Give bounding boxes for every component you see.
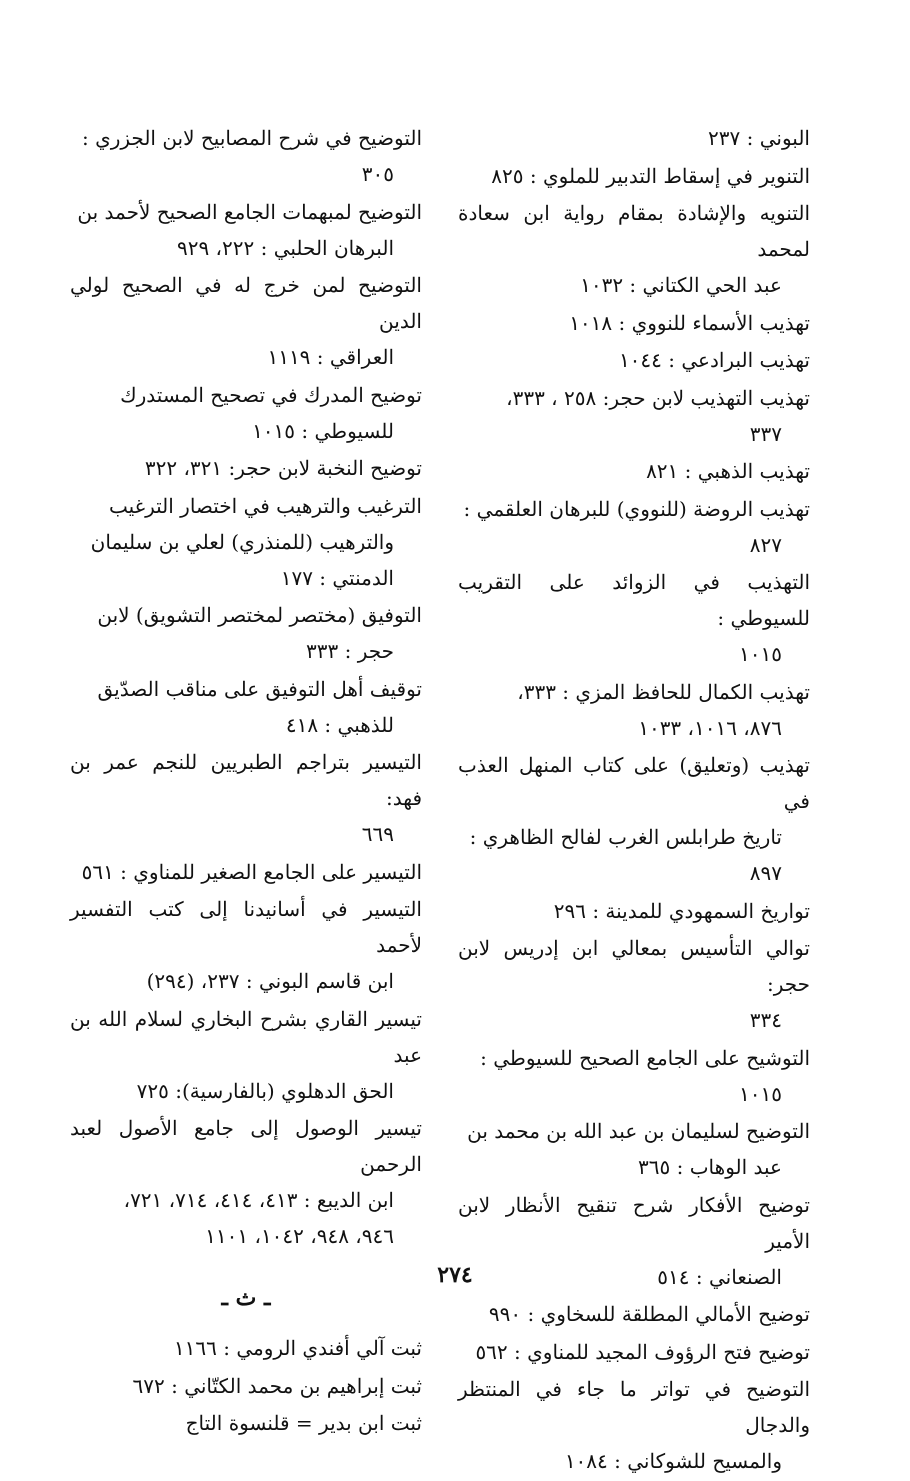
entry-first-line: تهذيب (وتعليق) على كتاب المنهل العذب في <box>458 753 810 813</box>
entry-first-line: توضيح فتح الرؤوف المجيد للمناوي : ٥٦٢ <box>475 1339 810 1364</box>
index-entry <box>70 450 422 486</box>
entry-continuation-line: عبد الحي الكتاني : ١٠٣٢ <box>580 273 782 297</box>
entry-continuation-line: الصنعاني : ٥١٤ <box>657 1264 782 1289</box>
index-entry <box>458 120 810 156</box>
entry-continuation-line: والترهيب (للمنذري) لعلي بن سليمان <box>90 529 394 554</box>
entry-continuation-line: العراقي : ١١١٩ <box>267 345 394 369</box>
index-entry <box>458 380 810 452</box>
entry-continuation-line: ٩٤٦، ٩٤٨، ١٠٤٢، ١١٠١ <box>205 1224 394 1248</box>
entry-first-line: تهذيب التهذيب لابن حجر: ٢٥٨ ، ٣٣٣، <box>506 385 810 410</box>
left-column-entries <box>70 120 422 1254</box>
entry-continuation-line: ابن الديبع : ٤١٣، ٤١٤، ٧١٤، ٧٢١، <box>123 1188 394 1212</box>
entry-first-line: التيسير بتراجم الطبريين للنجم عمر بن فهد: <box>70 750 422 810</box>
index-entry <box>458 747 810 891</box>
entry-first-line: تهذيب الذهبي : ٨٢١ <box>646 459 810 483</box>
entry-first-line: تواريخ السمهودي للمدينة : ٢٩٦ <box>553 898 810 923</box>
page-number: ٢٧٤ <box>437 1262 473 1288</box>
index-entry <box>70 1110 422 1254</box>
index-entry <box>458 1113 810 1185</box>
entry-first-line: توالي التأسيس بمعالي ابن إدريس لابن حجر: <box>458 936 810 996</box>
entry-first-line: التهذيب في الزوائد على التقريب للسيوطي : <box>458 570 810 630</box>
entry-continuation-line: عبد الوهاب : ٣٦٥ <box>638 1155 782 1179</box>
entry-first-line: تهذيب الأسماء للنووي : ١٠١٨ <box>569 310 810 335</box>
index-entry <box>458 1296 810 1332</box>
entry-first-line: التوضيح لسليمان بن عبد الله بن محمد بن <box>467 1119 810 1143</box>
entry-first-line: التوضيح لمبهمات الجامع الصحيح لأحمد بن <box>77 199 422 224</box>
index-entry <box>458 158 810 194</box>
index-entry <box>458 1371 810 1479</box>
section-heading-tha: ـ ث ـ <box>221 1285 271 1311</box>
index-entry <box>70 488 422 596</box>
entry-continuation-line: الدمنتي : ١٧٧ <box>280 565 394 590</box>
index-entry <box>70 1330 422 1366</box>
entry-first-line: التيسير على الجامع الصغير للمناوي : ٥٦١ <box>81 859 422 884</box>
index-entry <box>70 377 422 449</box>
index-entry <box>458 674 810 746</box>
entry-first-line: تيسير القاري بشرح البخاري لسلام الله بن عبد <box>70 1006 422 1067</box>
entry-first-line: تهذيب الروضة (للنووي) للبرهان العلقمي : <box>463 496 810 521</box>
index-entry <box>458 893 810 929</box>
entry-continuation-line: ابن قاسم البوني : ٢٣٧، (٢٩٤) <box>146 969 394 993</box>
entry-continuation-line: للسيوطي : ١٠١٥ <box>252 418 394 443</box>
entry-continuation-line: ٦٦٩ <box>361 822 394 846</box>
entry-continuation-line: البرهان الحلبي : ٢٢٢، ٩٢٩ <box>176 235 394 260</box>
entry-first-line: التنوير في إسقاط التدبير للملوي : ٨٢٥ <box>491 163 810 188</box>
index-entry <box>458 930 810 1038</box>
entry-first-line: التوضيح في شرح المصابيح لابن الجزري : <box>81 126 422 150</box>
index-entry <box>458 491 810 563</box>
index-entry <box>70 267 422 375</box>
index-entry <box>458 1040 810 1112</box>
entry-first-line: توقيف أهل التوفيق على مناقب الصدّيق <box>97 676 422 701</box>
index-entry <box>458 342 810 378</box>
index-entry <box>458 305 810 341</box>
index-entry <box>458 195 810 303</box>
entry-first-line: التيسير في أسانيدنا إلى كتب التفسير لأحمد <box>70 897 422 957</box>
entry-continuation-line: تاريخ طرابلس الغرب لفالح الظاهري : <box>469 825 782 849</box>
index-entry <box>70 744 422 852</box>
entry-first-line: التوشيح على الجامع الصحيح للسيوطي : <box>480 1045 810 1070</box>
entry-first-line: توضيح الأمالي المطلقة للسخاوي : ٩٩٠ <box>488 1302 810 1326</box>
entry-first-line: ثبت آلي أفندي الرومي : ١١٦٦ <box>173 1336 422 1360</box>
index-entry <box>70 1368 422 1404</box>
entry-first-line: التنويه والإشادة بمقام رواية ابن سعادة لمحمد <box>458 201 810 261</box>
entry-first-line: التوضيح لمن خرج له في الصحيح لولي الدين <box>70 273 422 333</box>
index-entry <box>70 194 422 266</box>
entry-continuation-line: ٨٩٧ <box>749 861 782 885</box>
entry-first-line: توضيح المدرك في تصحيح المستدرك <box>120 382 422 407</box>
entry-first-line: التوضيح في تواتر ما جاء في المنتظر والدجال <box>458 1377 810 1437</box>
entry-continuation-line: ٣٠٥ <box>361 162 394 186</box>
index-entry <box>70 671 422 743</box>
index-entry <box>70 597 422 669</box>
entry-first-line: البوني : ٢٣٧ <box>708 126 810 150</box>
entry-continuation-line: ٣٣٧ <box>749 421 782 446</box>
entry-first-line: ثبت ابن بدير = قلنسوة التاج <box>185 1411 422 1435</box>
index-entry <box>70 1001 422 1109</box>
index-entry <box>70 120 422 192</box>
left-column-entries-tha <box>70 1330 422 1441</box>
entry-continuation-line: ٨٢٧ <box>749 532 782 557</box>
entry-first-line: تهذيب البرادعي : ١٠٤٤ <box>618 348 810 372</box>
entry-continuation-line: ٨٧٦، ١٠١٦، ١٠٣٣ <box>638 715 782 740</box>
index-entry <box>70 854 422 890</box>
entry-continuation-line: ١٠١٥ <box>739 642 782 666</box>
entry-continuation-line: والمسيح للشوكاني : ١٠٨٤ <box>564 1449 782 1473</box>
entry-first-line: توضيح الأفكار شرح تنقيح الأنظار لابن الأمير <box>458 1192 810 1253</box>
left-column <box>70 120 422 1443</box>
index-entry <box>458 564 810 672</box>
index-entry <box>458 453 810 489</box>
entry-continuation-line: للذهبي : ٤١٨ <box>285 712 394 737</box>
entry-continuation-line: حجر : ٣٣٣ <box>306 639 394 663</box>
index-entry <box>70 891 422 999</box>
entry-continuation-line: ١٠١٥ <box>739 1081 782 1106</box>
entry-first-line: تيسير الوصول إلى جامع الأصول لعبد الرحمن <box>70 1116 422 1176</box>
entry-continuation-line: ٣٣٤ <box>749 1008 782 1032</box>
entry-first-line: توضيح النخبة لابن حجر: ٣٢١، ٣٢٢ <box>144 456 422 480</box>
index-entry <box>458 1334 810 1370</box>
entry-first-line: ثبت إبراهيم بن محمد الكتّاني : ٦٧٢ <box>132 1373 422 1398</box>
entry-continuation-line: الحق الدهلوي (بالفارسية): ٧٢٥ <box>136 1078 394 1103</box>
entry-first-line: الترغيب والترهيب في اختصار الترغيب <box>108 493 422 518</box>
index-entry <box>70 1405 422 1441</box>
entry-first-line: تهذيب الكمال للحافظ المزي : ٣٣٣، <box>517 679 810 704</box>
entry-first-line: التوفيق (مختصر لمختصر التشويق) لابن <box>97 603 422 627</box>
